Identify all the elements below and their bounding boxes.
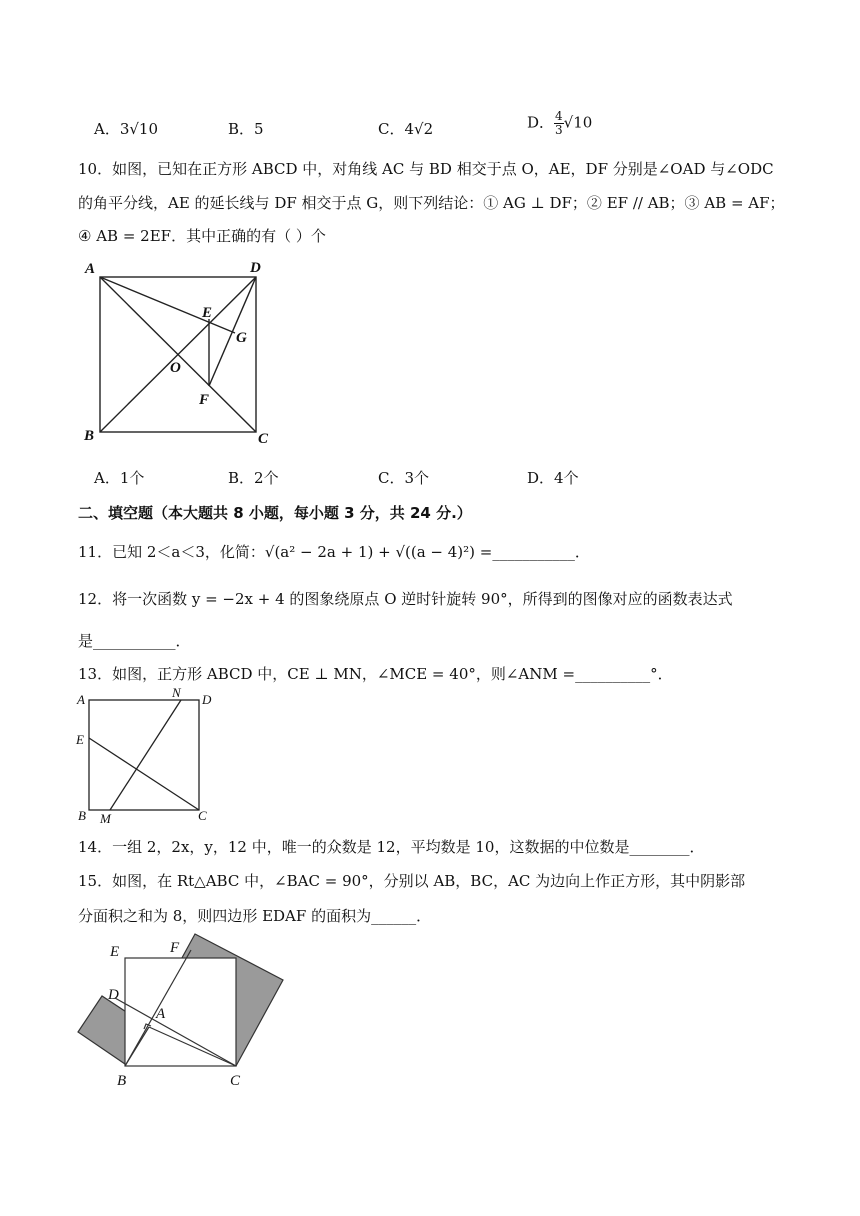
q13-label-c: C — [198, 808, 207, 823]
q15-square-bc — [125, 958, 236, 1066]
q10-option-a: A．1个 — [94, 469, 145, 487]
q13-label-b: B — [78, 808, 86, 823]
q15-label-b: B — [117, 1073, 127, 1089]
q9-option-d-label: D． — [527, 113, 555, 132]
q10-line1: 10．如图，已知在正方形 ABCD 中，对角线 AC 与 BD 相交于点 O，AE，DF 分别是∠OAD 与∠ODC — [78, 160, 774, 178]
q10-label-d: D — [250, 260, 261, 276]
q14-text: 14．一组 2，2x，y，12 中，唯一的众数是 12，平均数是 10，这数据的中位数是________． — [78, 838, 705, 856]
q10-line3: ④ AB = 2EF．其中正确的有（ ）个 — [78, 227, 326, 245]
q15-label-c: C — [230, 1073, 241, 1089]
q9-option-d-fraction — [554, 110, 564, 137]
q10-line2: 的角平分线，AE 的延长线与 DF 相交于点 G，则下列结论：① AG ⊥ DF；② EF // AB；③ AB = AF； — [78, 194, 785, 212]
q12-line2: 是___________． — [78, 632, 191, 650]
q13-segment-mn — [110, 700, 181, 810]
q10-label-f: F — [199, 392, 210, 408]
q13-label-n: N — [172, 685, 181, 700]
q9-option-b: B．5 — [228, 120, 264, 138]
q9-option-c: C．4√2 — [378, 120, 434, 138]
q10-label-e: E — [202, 305, 213, 321]
q10-label-c: C — [258, 431, 269, 447]
q15-label-d: D — [108, 987, 119, 1003]
q10-label-b: B — [84, 428, 95, 444]
q10-segment-ag — [100, 277, 235, 333]
q13-segment-ec — [89, 738, 199, 810]
q10-label-a: A — [85, 261, 96, 277]
q10-segment-df — [209, 277, 256, 386]
q15-label-f: F — [170, 940, 180, 956]
q13-label-m: M — [100, 811, 111, 826]
q11-text: 11．已知 2＜a＜3，化简：√(a² − 2a + 1) + √((a − 4)²) =___________． — [78, 543, 590, 561]
q10-option-b: B．2个 — [228, 469, 279, 487]
q15-line1: 15．如图，在 Rt△ABC 中，∠BAC = 90°，分别以 AB，BC，AC 为边向上作正方形，其中阴影部 — [78, 872, 746, 890]
q10-label-o: O — [170, 360, 181, 376]
q12-line1: 12．将一次函数 y = −2x + 4 的图象绕原点 O 逆时针旋转 90°，所得到的图像对应的函数表达式 — [78, 590, 733, 608]
q15-label-a: A — [156, 1006, 166, 1022]
q9-option-a: A．3√10 — [94, 120, 159, 138]
q15-label-e: E — [110, 944, 120, 960]
q10-figure — [80, 256, 280, 456]
q15-figure — [70, 928, 300, 1098]
q9-option-d-radical: √10 — [563, 113, 593, 132]
q13-label-a: A — [77, 692, 85, 707]
q13-text: 13．如图，正方形 ABCD 中，CE ⊥ MN，∠MCE = 40°，则∠ANM =__________°． — [78, 665, 673, 683]
q15-line2: 分面积之和为 8，则四边形 EDAF 的面积为______． — [78, 907, 432, 925]
q9-option-d — [527, 110, 592, 137]
q10-option-d: D．4个 — [527, 469, 579, 487]
q9-option-d-denominator: 3 — [555, 123, 563, 137]
q10-label-g: G — [236, 330, 247, 346]
q13-label-e: E — [76, 732, 84, 747]
section2-title: 二、填空题（本大题共 8 小题，每小题 3 分，共 24 分.） — [78, 504, 472, 522]
q13-figure — [74, 686, 234, 826]
q13-label-d: D — [202, 692, 212, 707]
q9-option-d-numerator: 4 — [555, 109, 563, 123]
q10-option-c: C．3个 — [378, 469, 430, 487]
q13-square — [89, 700, 199, 810]
